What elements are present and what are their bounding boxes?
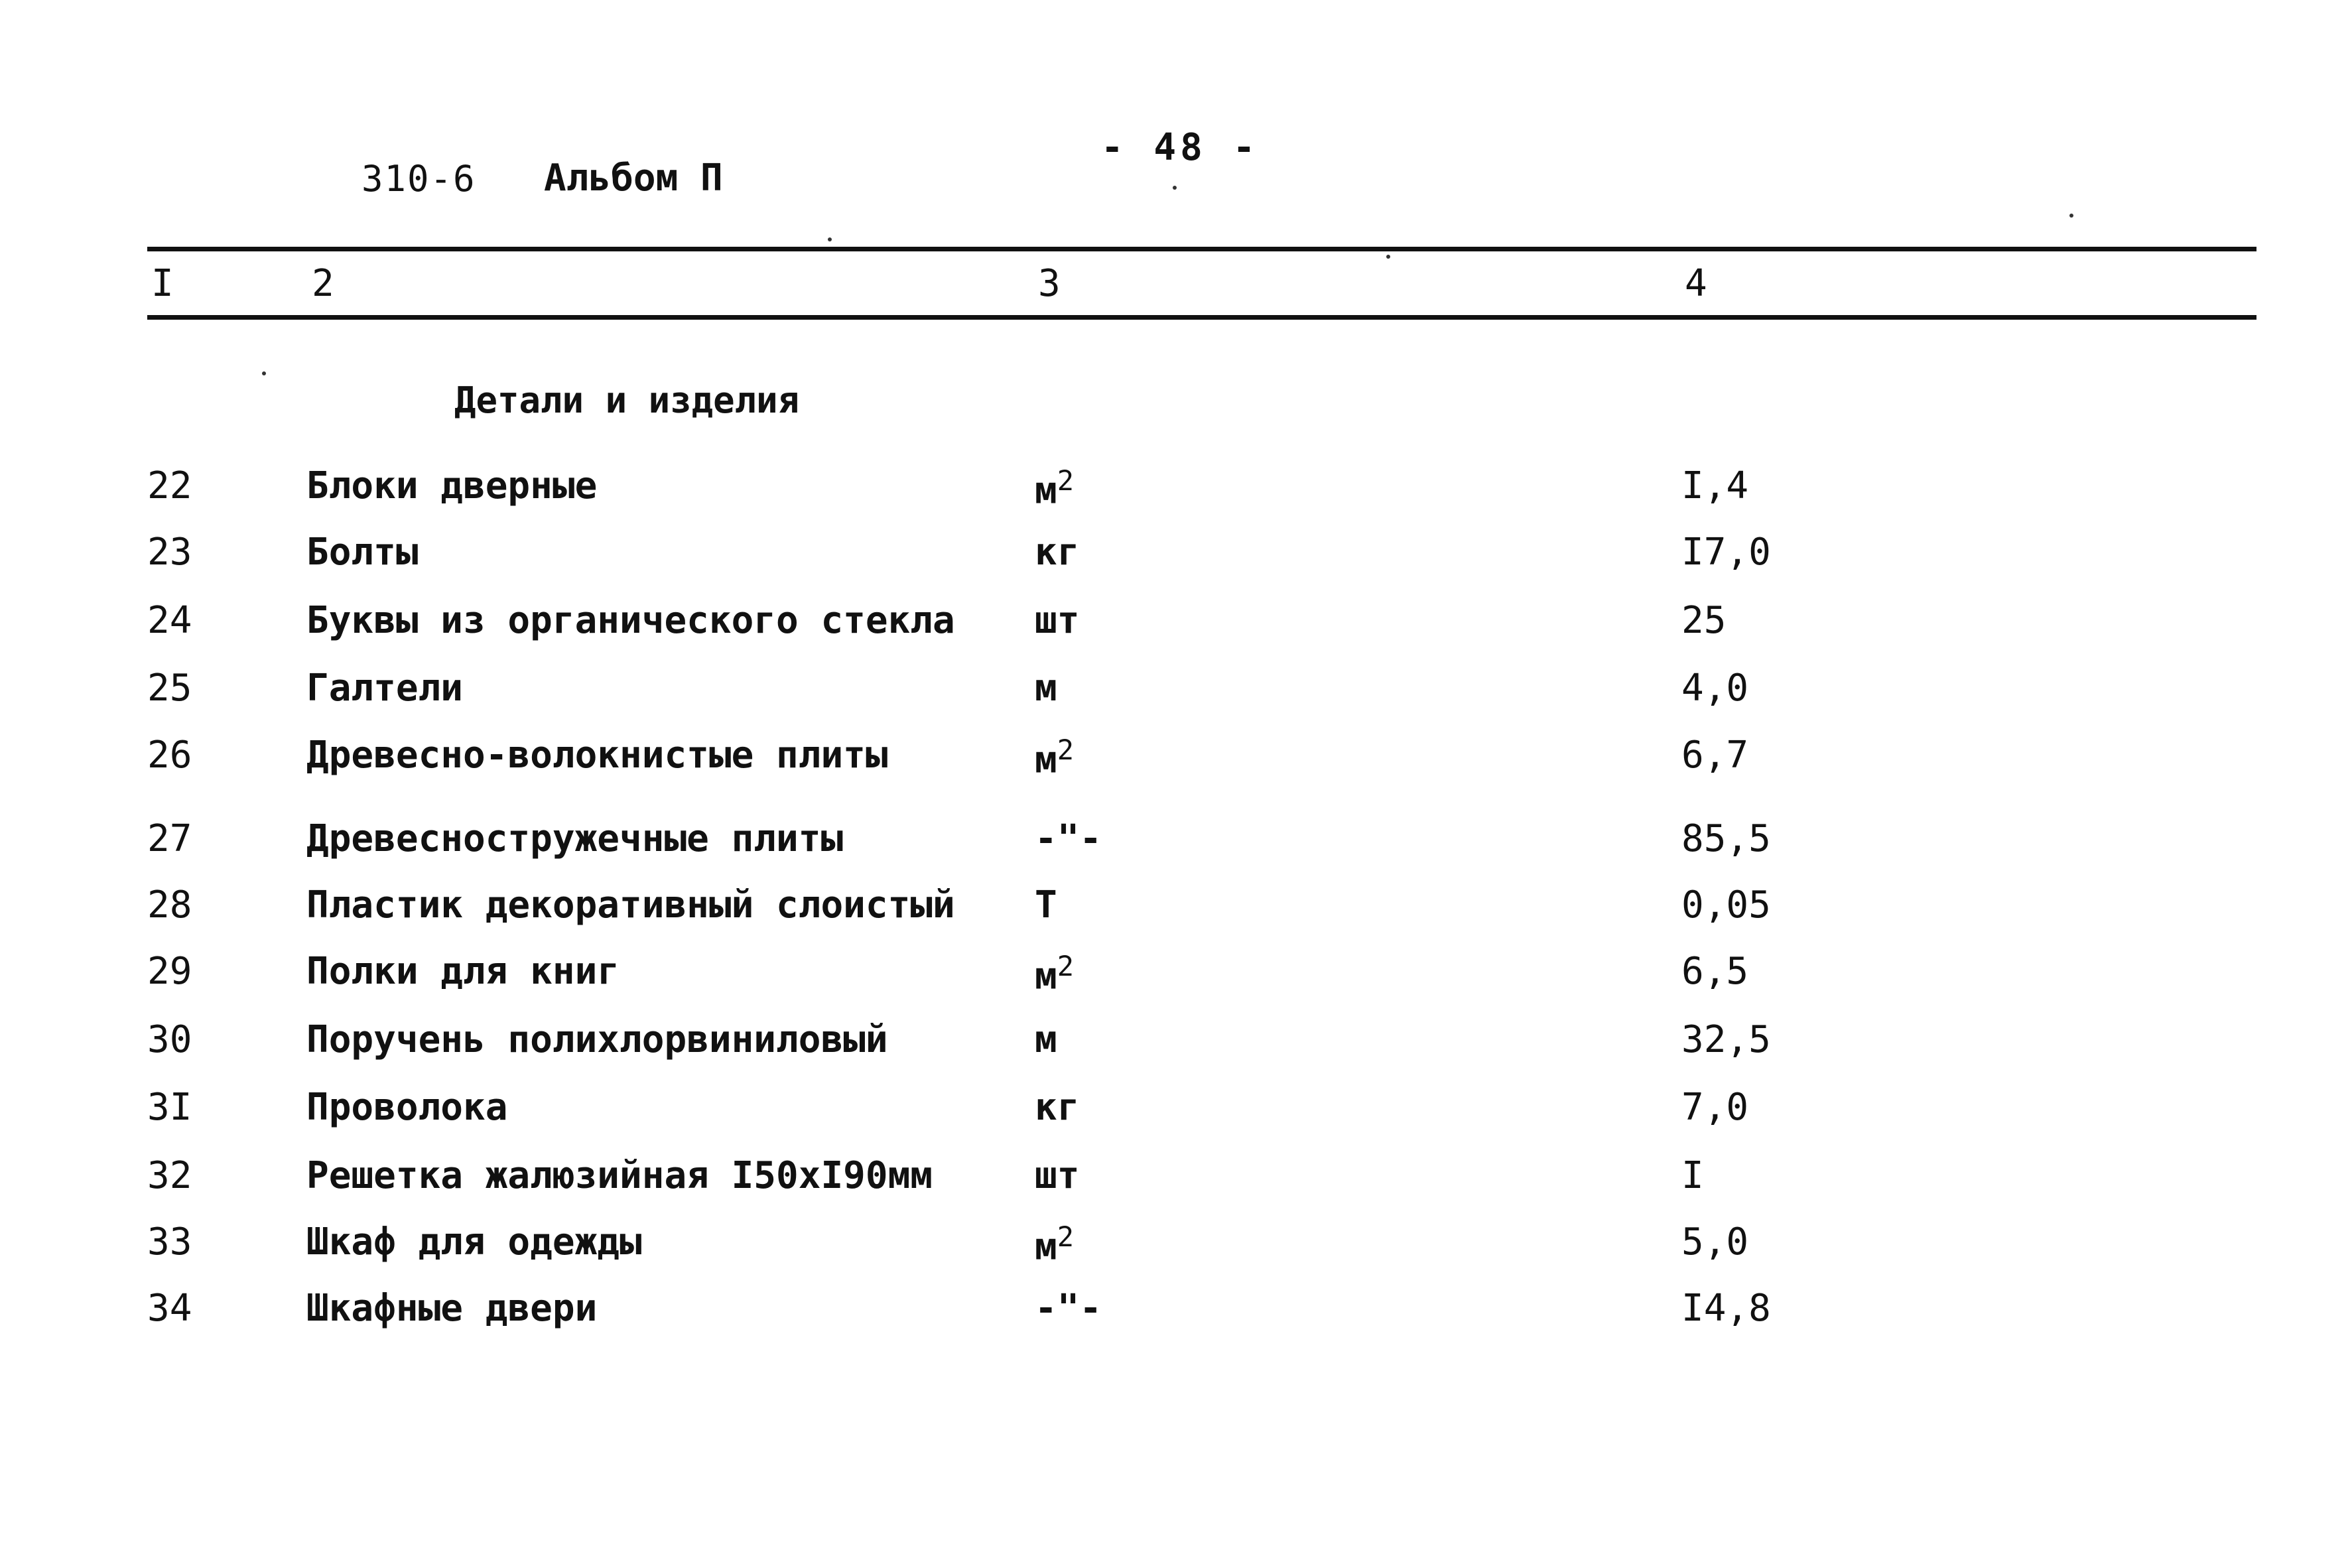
table-row [0,817,2352,877]
item-name: Болты [306,531,419,574]
unit-of-measure [1035,1086,1079,1129]
row-number: 23 [147,531,192,574]
quantity: 6,7 [1681,734,1749,777]
table-row [0,667,2352,726]
column-header-4: 4 [1685,262,1707,305]
unit-text: кг [1035,1086,1080,1129]
item-name: Блоки дверные [306,464,598,507]
unit-exponent: 2 [1057,1220,1075,1253]
quantity: 5,0 [1681,1220,1749,1264]
unit-of-measure [1035,1287,1102,1330]
unit-of-measure [1035,1220,1074,1269]
item-name: Пластик декоративный слоистый [306,883,955,927]
unit-of-measure [1035,531,1079,574]
quantity: 4,0 [1681,667,1749,710]
unit-text: шт [1035,1154,1080,1197]
unit-text: -"- [1035,817,1102,860]
unit-text: -"- [1035,1287,1102,1330]
quantity: I,4 [1681,464,1749,507]
quantity: I [1681,1154,1704,1197]
scan-speck [1173,186,1177,190]
table-row [0,1154,2352,1214]
item-name: Полки для книг [306,950,620,993]
unit-text: м [1035,667,1057,710]
quantity: 85,5 [1681,817,1771,860]
unit-of-measure [1035,883,1057,927]
scan-speck [1386,255,1390,259]
row-number: 24 [147,599,192,642]
table-row [0,1018,2352,1078]
quantity: 0,05 [1681,883,1771,927]
table-header-rule [147,315,2256,320]
unit-of-measure [1035,817,1102,860]
item-name: Галтели [306,667,464,710]
quantity: I4,8 [1681,1287,1771,1330]
unit-text: Т [1035,883,1057,927]
row-number: 28 [147,883,192,927]
section-title: Детали и изделия [454,379,800,421]
unit-text: м [1035,1225,1057,1269]
item-name: Поручень полихлорвиниловый [306,1018,888,1061]
album-label: Альбом П [544,157,723,200]
table-row [0,1220,2352,1280]
column-header-3: 3 [1038,262,1061,305]
row-number: 33 [147,1220,192,1264]
item-name: Шкаф для одежды [306,1220,642,1264]
table-row [0,950,2352,1010]
table-row [0,464,2352,524]
unit-of-measure [1035,734,1074,782]
row-number: 30 [147,1018,192,1061]
row-number: 32 [147,1154,192,1197]
unit-exponent: 2 [1057,950,1075,982]
item-name: Проволока [306,1086,508,1129]
row-number: 27 [147,817,192,860]
unit-of-measure [1035,599,1079,642]
item-name: Шкафные двери [306,1287,598,1330]
row-number: 34 [147,1287,192,1330]
quantity: 32,5 [1681,1018,1771,1061]
item-name: Буквы из органического стекла [306,599,955,642]
table-row [0,599,2352,659]
unit-text: м [1035,954,1057,998]
unit-of-measure [1035,1154,1079,1197]
scan-speck [828,237,832,241]
quantity: 25 [1681,599,1727,642]
row-number: 26 [147,734,192,777]
table-row [0,1086,2352,1145]
quantity: 7,0 [1681,1086,1749,1129]
page-number: - 48 - [1101,126,1260,169]
column-header-2: 2 [312,262,334,305]
unit-text: м [1035,469,1057,513]
table-row [0,734,2352,793]
table-row [0,531,2352,590]
scan-speck [262,371,266,375]
unit-of-measure [1035,464,1074,513]
row-number: 22 [147,464,192,507]
item-name: Древесностружечные плиты [306,817,844,860]
row-number: 29 [147,950,192,993]
quantity: 6,5 [1681,950,1749,993]
table-row [0,883,2352,943]
unit-of-measure [1035,667,1057,710]
unit-text: шт [1035,599,1080,642]
document-code: 310-6 [361,158,476,200]
scan-speck [2069,214,2073,218]
unit-text: м [1035,738,1057,782]
unit-text: кг [1035,531,1080,574]
unit-exponent: 2 [1057,464,1075,497]
column-header-1: I [151,262,174,305]
quantity: I7,0 [1681,531,1771,574]
unit-of-measure [1035,950,1074,998]
item-name: Решетка жалюзийная I50xI90мм [306,1154,933,1197]
row-number: 3I [147,1086,192,1129]
table-top-rule [147,247,2256,251]
table-row [0,1287,2352,1346]
unit-of-measure [1035,1018,1057,1061]
unit-exponent: 2 [1057,734,1075,766]
row-number: 25 [147,667,192,710]
unit-text: м [1035,1018,1057,1061]
item-name: Древесно-волокнистые плиты [306,734,888,777]
